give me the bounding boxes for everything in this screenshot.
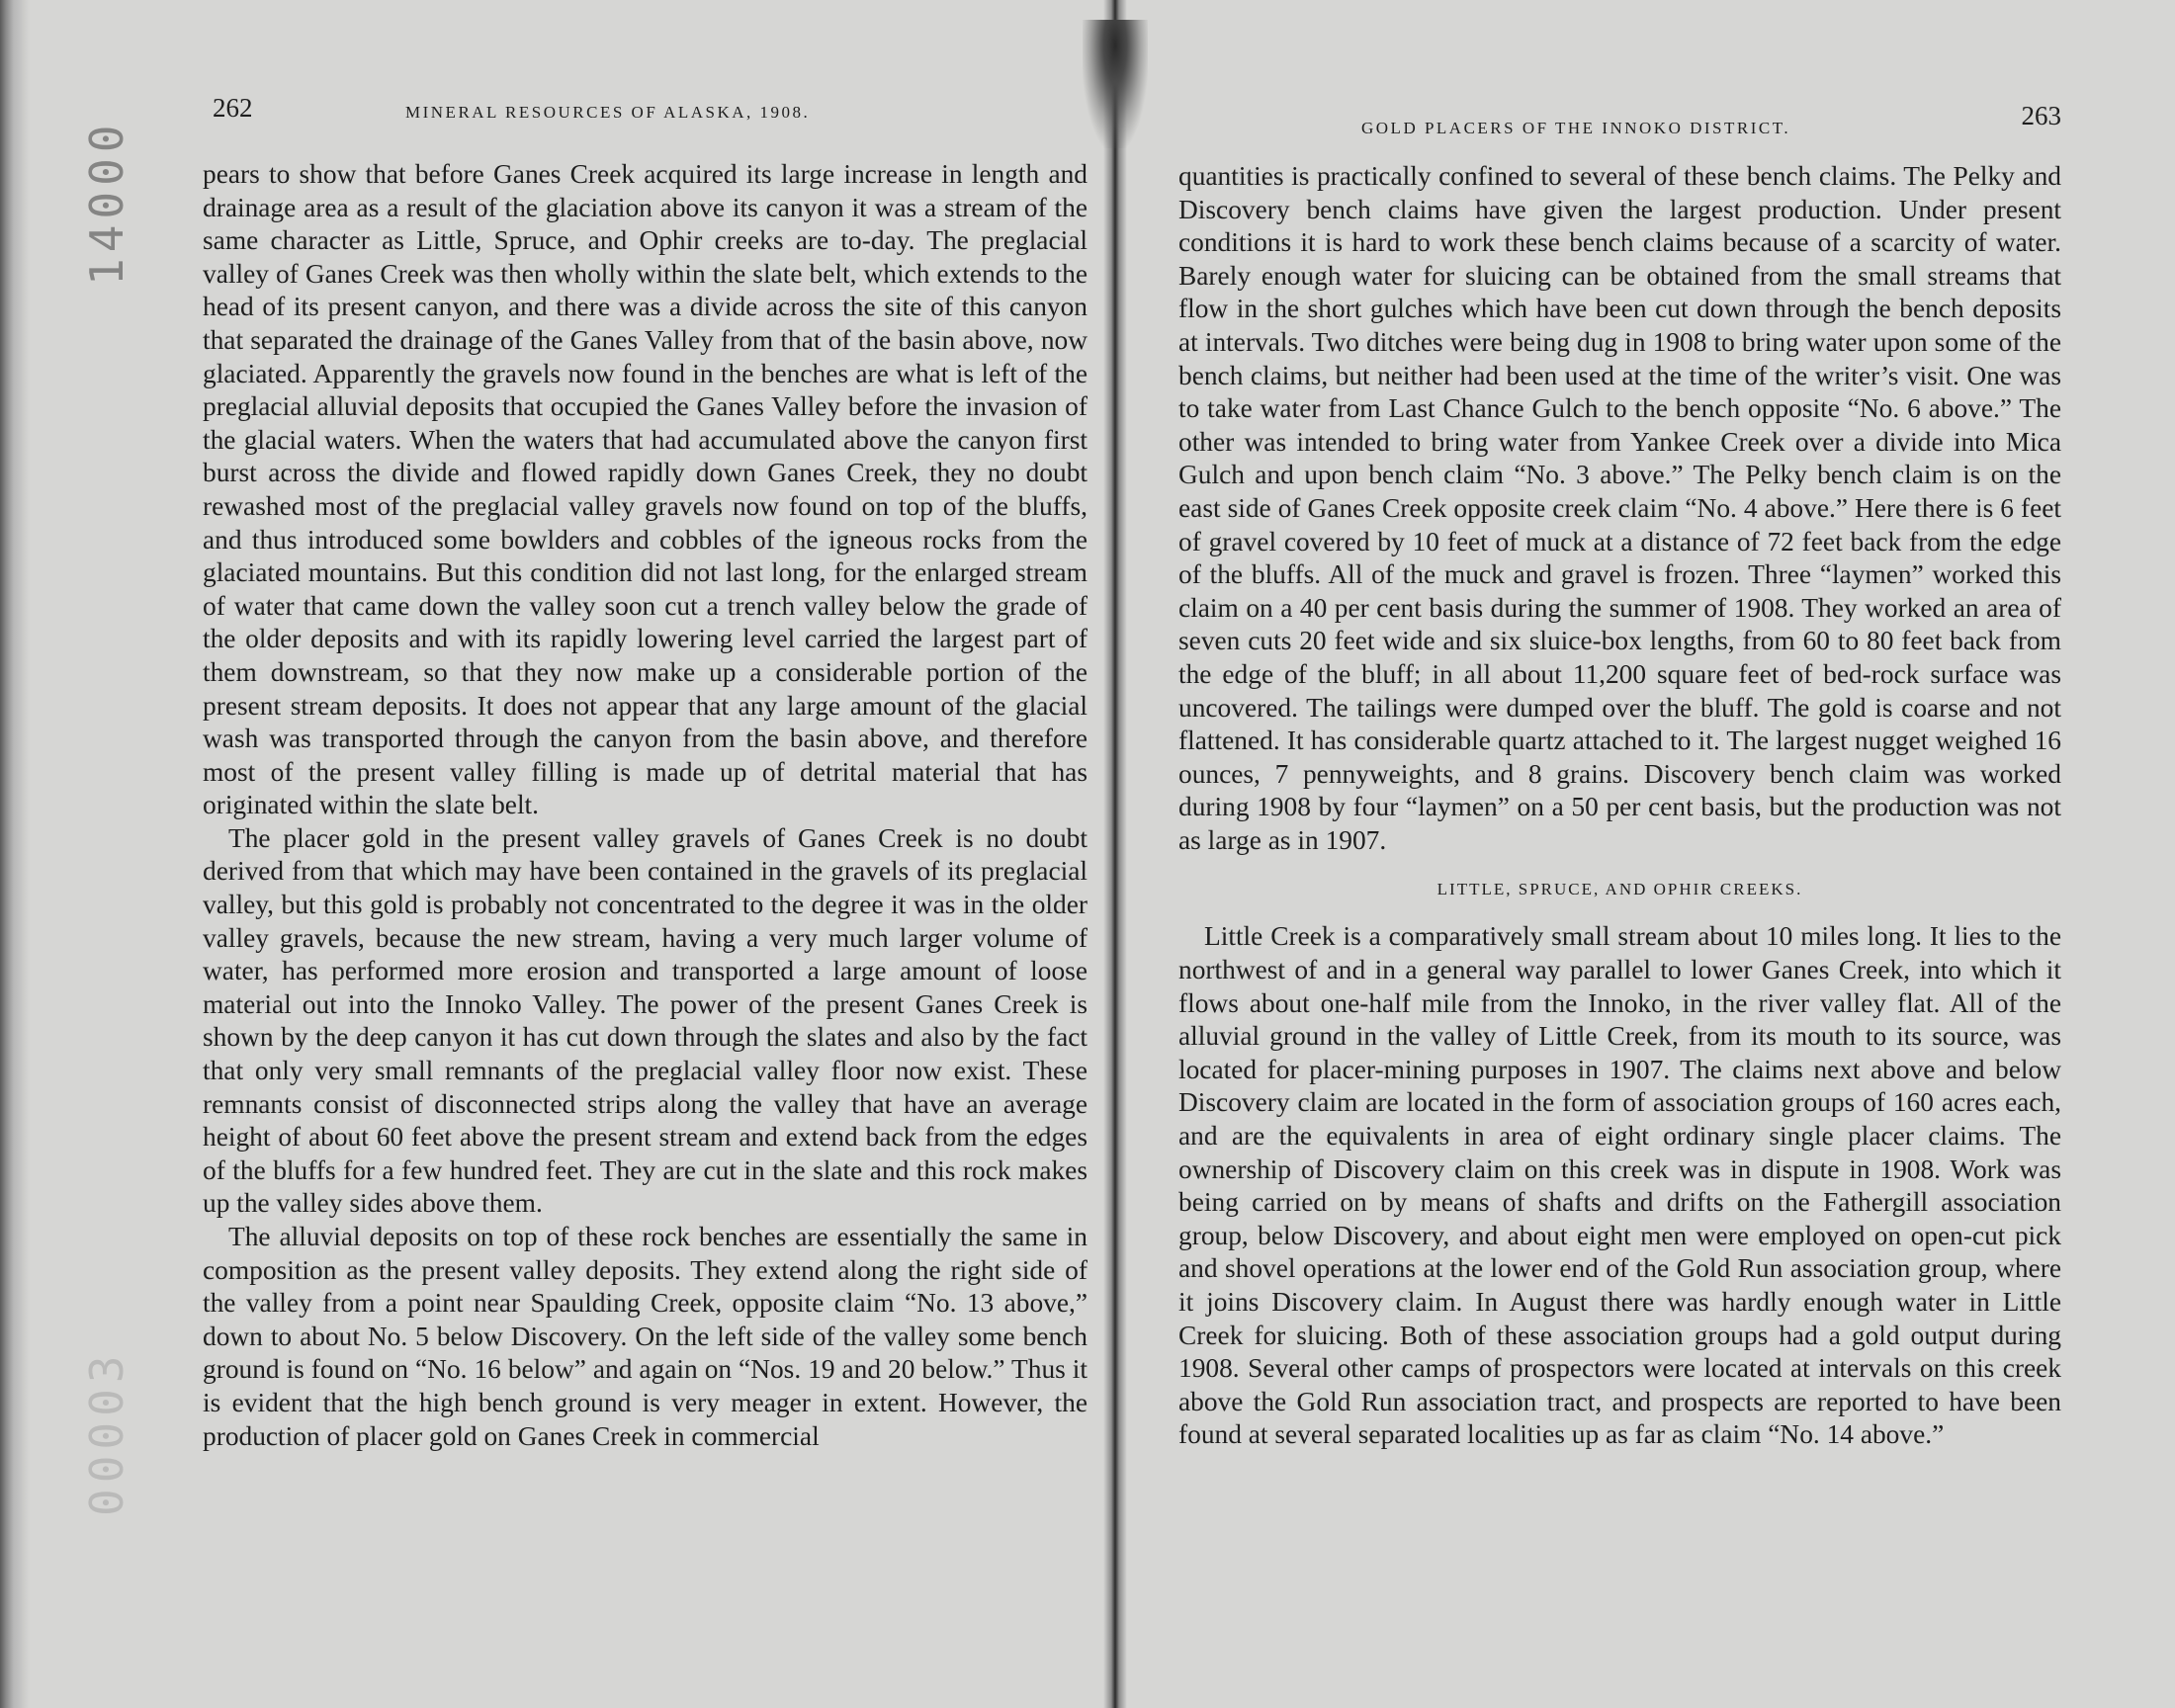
left-paragraph-3: The alluvial deposits on top of these rock benches are essentially the same in composition as the present valley deposits. They extend along the right side of the valley from a point near Spaulding Creek, opposite claim “No. 13 above,” down to about No. 5 below Discovery. On the left side of the valley some bench ground is found on “No. 16 below” and again on “Nos. 19 and 20 below.” Thus it is evident that the high bench ground is very meager in extent. However, the production of placer gold on Ganes Creek in commercial — [203, 1222, 1088, 1451]
left-paragraph-2: The placer gold in the present valley gravels of Ganes Creek is no doubt derived from that which may have been contained in the gravels of its preglacial valley, but this gold is probably not concentrated to the degree it was in the older valley gravels, because the new stream, having a very much larger volume of water, has performed more erosion and transported a large amount of loose material out into the Innoko Valley. The power of the present Ganes Creek is shown by the deep canyon it has cut down through the slates and also by the fact that only very small remnants of the preglacial valley floor now exist. These remnants consist of disconnected strips along the valley that have an average height of about 60 feet above the present stream and extend back from the edges of the bluffs for a few hundred feet. They are cut in the slate and this rock makes up the valley sides above them. — [203, 822, 1088, 1219]
left-running-title: MINERAL RESOURCES OF ALASKA, 1908. — [405, 103, 811, 122]
right-page-number: 263 — [2021, 101, 2061, 130]
left-paragraph-1: pears to show that before Ganes Creek acquired its large increase in length and drainage area as a result of the glaciation above its canyon it was a stream of the same character as Little, Spruce, and Ophir creeks are to-day. The preglacial valley of Ganes Creek was then wholly within the slate belt, which extends to the head of its present canyon, and there was a divide across the site of this canyon that separated the drainage of the Ganes Valley from that of the basin above, now glaciated. Apparently the gravels now found in the benches are what is left of the preglacial alluvial deposits that occupied the Ganes Valley before the invasion of the glacial waters. When the waters that had accumulated above the canyon first burst across the divide and flowed rapidly down Ganes Creek, they no doubt rewashed most of the preglacial valley gravels now found on top of the bluffs, and thus introduced some bowlders and cobbles of the igneous rocks from the glaciated mountains. But this condition did not last long, for the enlarged stream of water that came down the valley soon cut a trench valley below the grade of the older deposits and with its rapidly lowering level carried the largest part of them downstream, so that they now make up a considerable portion of the present stream deposits. It does not appear that any large amount of the glacial wash was transported through the canyon from the basin above, and therefore most of the present valley filling is made up of detrital material that has originated within the slate belt. — [203, 159, 1088, 820]
left-body-text — [203, 158, 1088, 1453]
section-heading: LITTLE, SPRUCE, AND OPHIR CREEKS. — [1436, 880, 1803, 899]
margin-stamp-upper: 14000 — [80, 119, 133, 287]
left-running-head — [203, 93, 1088, 138]
right-body-text — [1178, 160, 2061, 1452]
binding-shadow — [0, 0, 30, 1708]
right-paragraph-2: Little Creek is a comparatively small stream about 10 miles long. It lies to the northwest of and in a general way parallel to lower Ganes Creek, into which it flows about one-half mile from the Innoko, in the river valley flat. All of the alluvial ground in the valley of Little Creek, from its mouth to its source, was located for placer-mining purposes in 1907. The claims next above and below Discovery claim are located in the form of association groups of 160 acres each, and are the equivalents in area of eight ordinary single placer claims. The ownership of Discovery claim on this creek was in dispute in 1908. Work was being carried on by means of shafts and drifts on the Fathergill association group, below Discovery, and about eight men were employed on open-cut pick and shovel operations at the lower end of the Gold Run association group, where it joins Discovery claim. In August there was hardly enough water in Little Creek for sluicing. Both of these association groups had a gold output during 1908. Several other camps of prospectors were located at intervals on this creek above the Gold Run association tract, and prospects are reported to have been found at several separated localities up as far as claim “No. 14 above.” — [1178, 921, 2061, 1450]
right-running-head — [1178, 99, 2061, 138]
right-page — [1178, 99, 2061, 1680]
right-running-title: GOLD PLACERS OF THE INNOKO DISTRICT. — [1361, 119, 1791, 137]
left-page-number: 262 — [213, 93, 253, 123]
right-paragraph-1: quantities is practically confined to several of these bench claims. The Pelky and Discovery bench claims have given the largest production. Under present conditions it is hard to work these bench claims because of a scarcity of water. Barely enough water for sluicing can be obtained from the small streams that flow in the short gulches which have been cut down through the bench deposits at intervals. Two ditches were being dug in 1908 to bring water upon some of the bench claims, but neither had been used at the time of the writer’s visit. One was to take water from Last Chance Gulch to the bench opposite “No. 6 above.” The other was intended to bring water from Yankee Creek over a divide into Mica Gulch and upon bench claim “No. 3 above.” The Pelky bench claim is on the east side of Ganes Creek opposite creek claim “No. 4 above.” Here there is 6 feet of gravel covered by 10 feet of muck at a distance of 72 feet back from the edge of the bluffs. All of the muck and gravel is frozen. Three “laymen” worked this claim on a 40 per cent basis during the summer of 1908. They worked an area of seven cuts 20 feet wide and six sluice-box lengths, from 60 to 80 feet back from the edge of the bluff; in all about 11,200 square feet of bed-rock surface was uncovered. The tailings were dumped over the bluff. The gold is coarse and not flattened. It has considerable quartz attached to it. The largest nugget weighed 16 ounces, 7 pennyweights, and 8 grains. Discovery bench claim was worked during 1908 by four “laymen” on a 50 per cent basis, but the production was not as large as in 1907. — [1178, 161, 2061, 855]
margin-stamp-lower: 00003 — [80, 1349, 133, 1517]
spine-ink-blot — [1083, 20, 1148, 148]
left-page — [203, 93, 1088, 1680]
book-spine — [1103, 0, 1127, 1708]
